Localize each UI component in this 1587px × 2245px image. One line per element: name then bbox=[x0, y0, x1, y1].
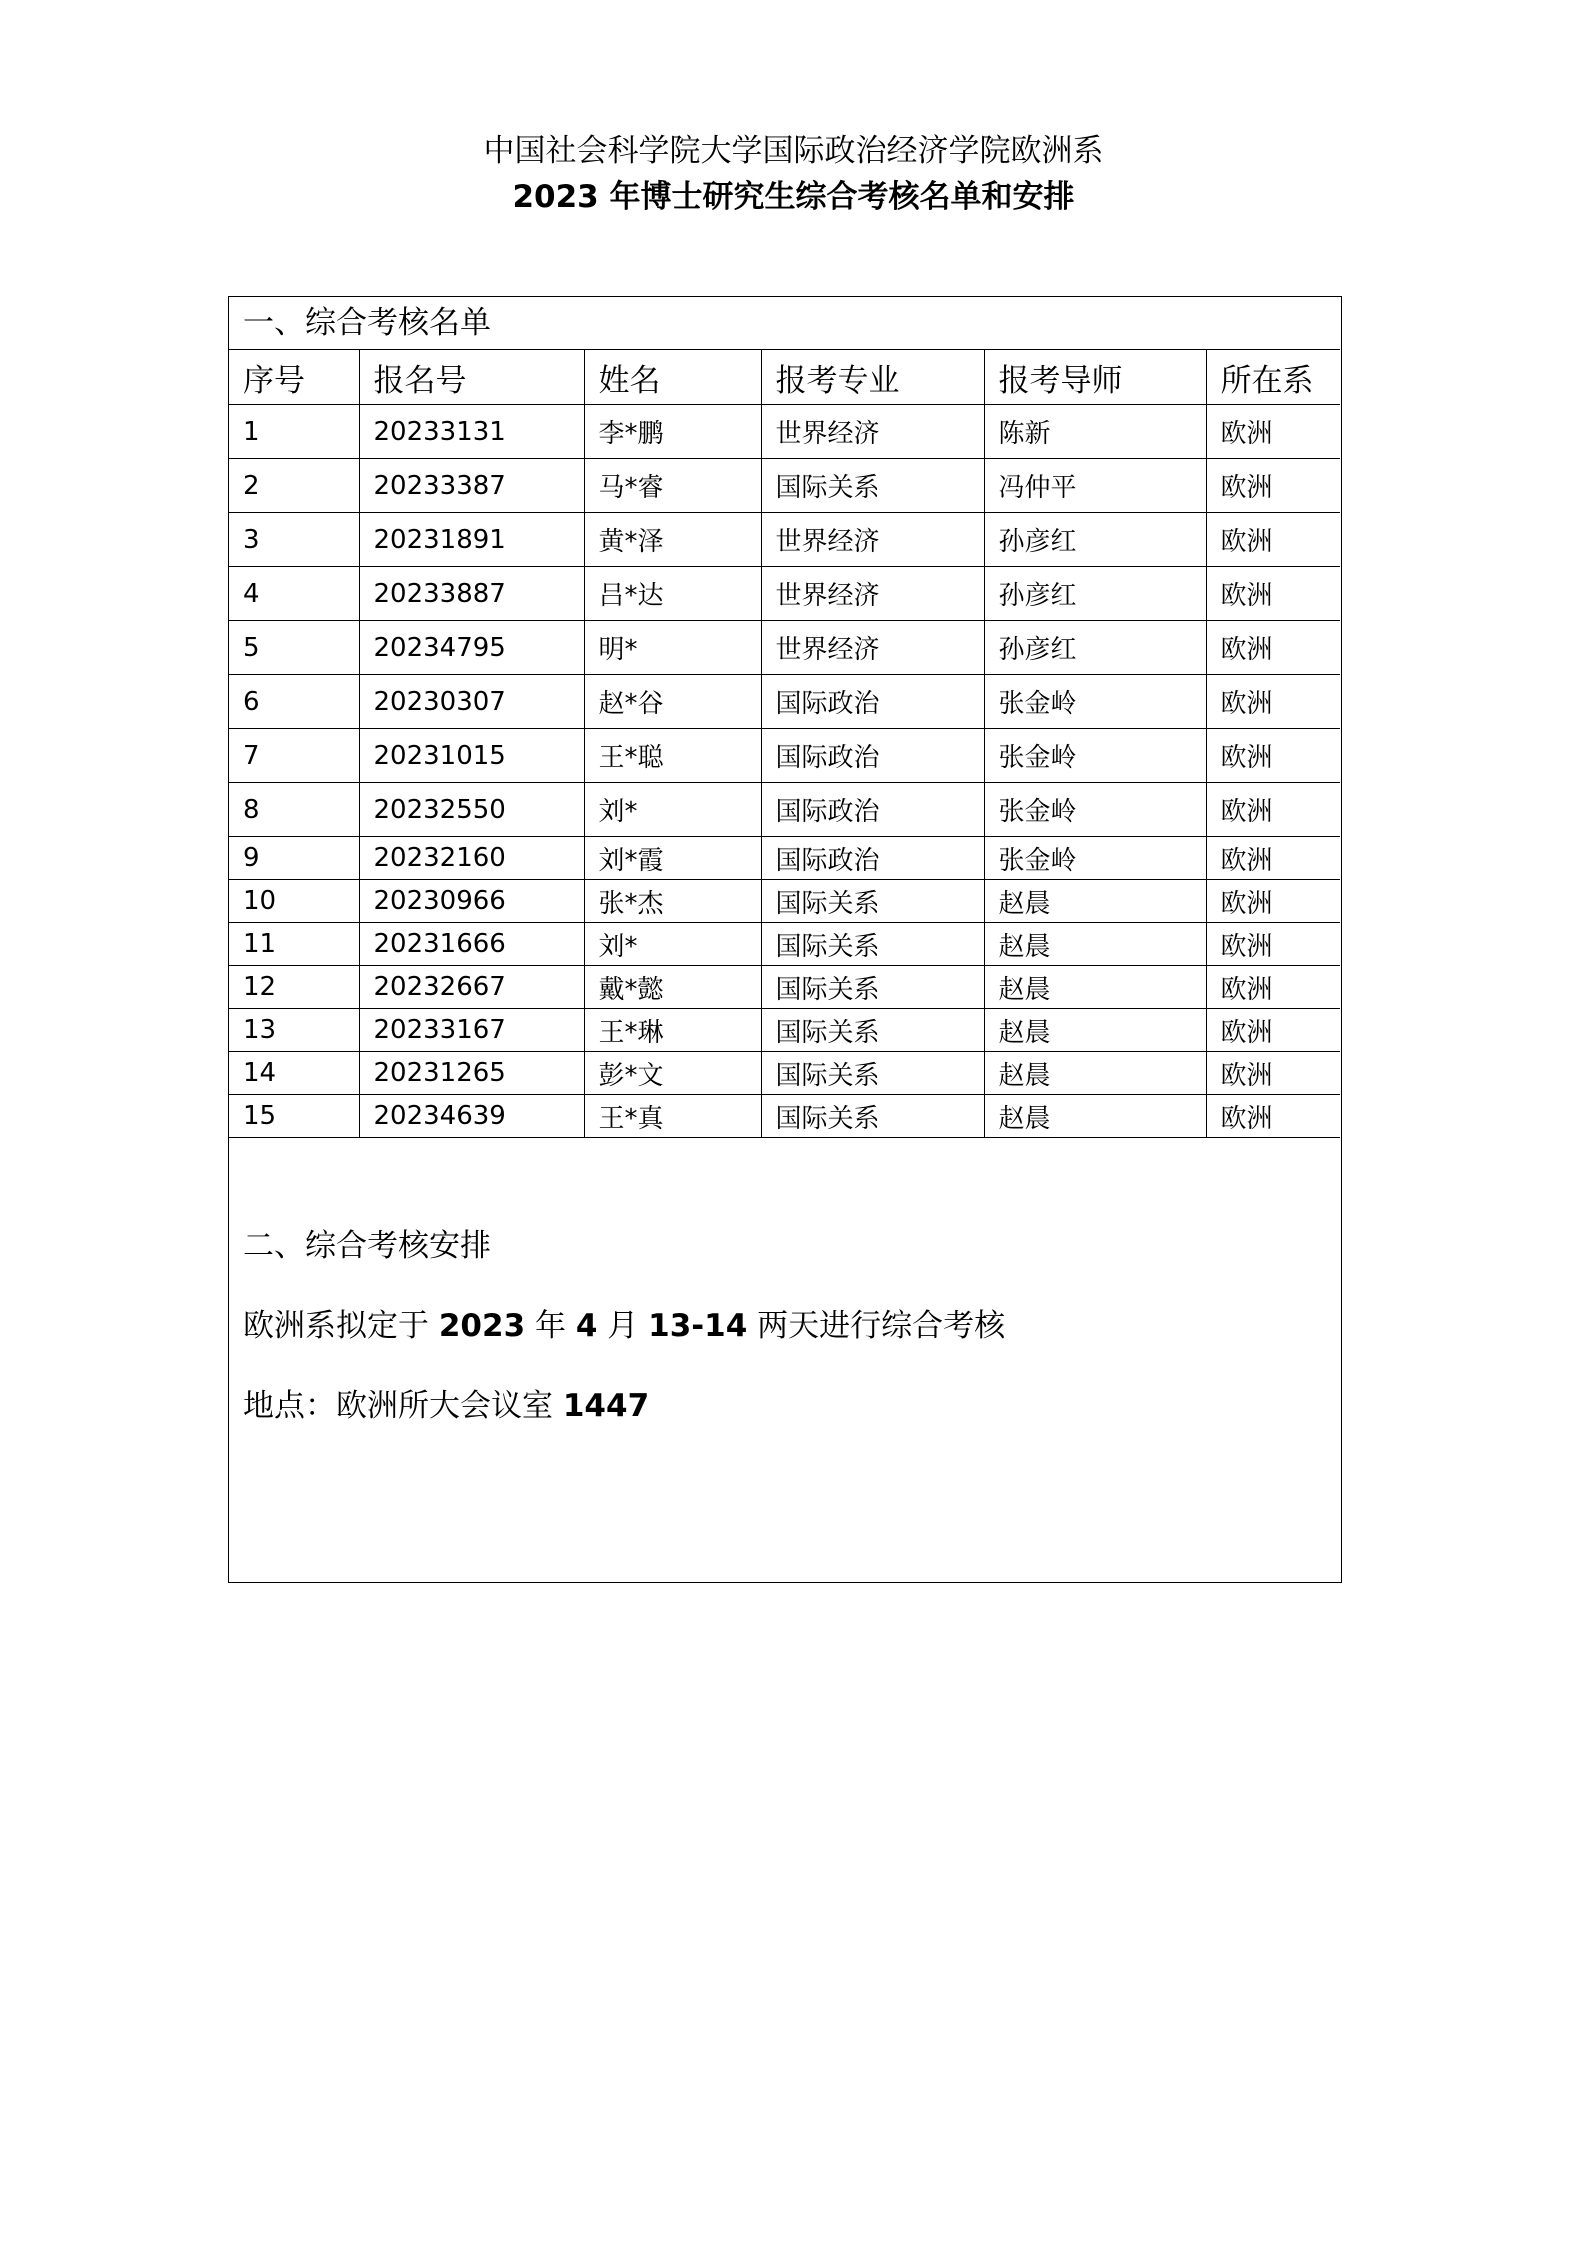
cell-reg: 20233387 bbox=[359, 459, 584, 513]
section1-heading: 一、综合考核名单 bbox=[243, 305, 491, 341]
cell-reg: 20232160 bbox=[359, 837, 584, 880]
cell-reg: 20233167 bbox=[359, 1009, 584, 1052]
cell-advisor: 孙彦红 bbox=[984, 621, 1206, 675]
cell-name: 王*真 bbox=[584, 1095, 761, 1138]
cell-reg: 20230966 bbox=[359, 880, 584, 923]
cell-dept: 欧洲 bbox=[1206, 923, 1340, 966]
document-title bbox=[0, 128, 1587, 220]
cell-name: 张*杰 bbox=[584, 880, 761, 923]
cell-name: 明* bbox=[584, 621, 761, 675]
column-header-no: 序号 bbox=[229, 350, 359, 405]
cell-major: 国际政治 bbox=[761, 837, 984, 880]
cell-reg: 20231265 bbox=[359, 1052, 584, 1095]
cell-no: 5 bbox=[229, 621, 359, 675]
cell-name: 刘* bbox=[584, 783, 761, 837]
table-row bbox=[229, 1009, 1340, 1052]
cell-no: 6 bbox=[229, 675, 359, 729]
cell-dept: 欧洲 bbox=[1206, 459, 1340, 513]
cell-name: 刘*霞 bbox=[584, 837, 761, 880]
cell-name: 黄*泽 bbox=[584, 513, 761, 567]
cell-dept: 欧洲 bbox=[1206, 405, 1340, 459]
table-row bbox=[229, 405, 1340, 459]
table-row bbox=[229, 966, 1340, 1009]
cell-advisor: 张金岭 bbox=[984, 675, 1206, 729]
table-row bbox=[229, 675, 1340, 729]
cell-major: 国际关系 bbox=[761, 923, 984, 966]
cell-no: 15 bbox=[229, 1095, 359, 1138]
cell-dept: 欧洲 bbox=[1206, 513, 1340, 567]
cell-major: 国际政治 bbox=[761, 729, 984, 783]
cell-name: 刘* bbox=[584, 923, 761, 966]
cell-major: 世界经济 bbox=[761, 621, 984, 675]
cell-reg: 20231015 bbox=[359, 729, 584, 783]
cell-dept: 欧洲 bbox=[1206, 1095, 1340, 1138]
section2-heading: 二、综合考核安排 bbox=[243, 1228, 491, 1264]
cell-dept: 欧洲 bbox=[1206, 1052, 1340, 1095]
schedule-suffix: 两天进行综合考核 bbox=[747, 1308, 1006, 1344]
schedule-prefix: 欧洲系拟定于 bbox=[243, 1308, 439, 1344]
table-row bbox=[229, 459, 1340, 513]
cell-major: 国际关系 bbox=[761, 1095, 984, 1138]
cell-dept: 欧洲 bbox=[1206, 837, 1340, 880]
cell-advisor: 孙彦红 bbox=[984, 567, 1206, 621]
table-row bbox=[229, 1095, 1340, 1138]
column-header-dept: 所在系 bbox=[1206, 350, 1340, 405]
cell-dept: 欧洲 bbox=[1206, 729, 1340, 783]
cell-reg: 20231891 bbox=[359, 513, 584, 567]
cell-no: 11 bbox=[229, 923, 359, 966]
cell-advisor: 陈新 bbox=[984, 405, 1206, 459]
exam-location-text bbox=[243, 1383, 1005, 1429]
cell-reg: 20233131 bbox=[359, 405, 584, 459]
cell-major: 国际关系 bbox=[761, 1052, 984, 1095]
schedule-year-unit: 年 bbox=[525, 1308, 576, 1344]
cell-major: 世界经济 bbox=[761, 567, 984, 621]
cell-advisor: 赵晨 bbox=[984, 1095, 1206, 1138]
schedule-year: 2023 bbox=[438, 1308, 526, 1344]
cell-advisor: 赵晨 bbox=[984, 880, 1206, 923]
location-label: 地点：欧洲所大会议室 bbox=[243, 1388, 563, 1424]
column-header-name: 姓名 bbox=[584, 350, 761, 405]
schedule-days: 13-14 bbox=[648, 1308, 748, 1344]
cell-major: 世界经济 bbox=[761, 405, 984, 459]
exam-schedule-text bbox=[243, 1303, 1005, 1349]
cell-no: 12 bbox=[229, 966, 359, 1009]
cell-dept: 欧洲 bbox=[1206, 1009, 1340, 1052]
cell-advisor: 赵晨 bbox=[984, 923, 1206, 966]
cell-no: 13 bbox=[229, 1009, 359, 1052]
cell-no: 7 bbox=[229, 729, 359, 783]
table-header-row bbox=[229, 350, 1340, 405]
cell-advisor: 张金岭 bbox=[984, 837, 1206, 880]
cell-name: 赵*谷 bbox=[584, 675, 761, 729]
cell-dept: 欧洲 bbox=[1206, 675, 1340, 729]
cell-reg: 20231666 bbox=[359, 923, 584, 966]
cell-reg: 20234795 bbox=[359, 621, 584, 675]
cell-dept: 欧洲 bbox=[1206, 783, 1340, 837]
cell-advisor: 张金岭 bbox=[984, 783, 1206, 837]
cell-name: 王*聪 bbox=[584, 729, 761, 783]
cell-name: 王*琳 bbox=[584, 1009, 761, 1052]
cell-major: 国际政治 bbox=[761, 783, 984, 837]
cell-no: 1 bbox=[229, 405, 359, 459]
table-row bbox=[229, 880, 1340, 923]
table-row bbox=[229, 783, 1340, 837]
cell-dept: 欧洲 bbox=[1206, 567, 1340, 621]
cell-major: 国际关系 bbox=[761, 1009, 984, 1052]
section2-arrangement bbox=[243, 1223, 1005, 1429]
column-header-advisor: 报考导师 bbox=[984, 350, 1206, 405]
cell-reg: 20233887 bbox=[359, 567, 584, 621]
cell-no: 2 bbox=[229, 459, 359, 513]
cell-name: 戴*懿 bbox=[584, 966, 761, 1009]
cell-dept: 欧洲 bbox=[1206, 966, 1340, 1009]
cell-advisor: 冯仲平 bbox=[984, 459, 1206, 513]
table-row bbox=[229, 923, 1340, 966]
table-row bbox=[229, 837, 1340, 880]
content-frame bbox=[228, 296, 1342, 1583]
table-row bbox=[229, 1052, 1340, 1095]
cell-no: 14 bbox=[229, 1052, 359, 1095]
location-room: 1447 bbox=[562, 1388, 650, 1424]
cell-dept: 欧洲 bbox=[1206, 621, 1340, 675]
cell-name: 马*睿 bbox=[584, 459, 761, 513]
cell-name: 吕*达 bbox=[584, 567, 761, 621]
cell-no: 10 bbox=[229, 880, 359, 923]
cell-dept: 欧洲 bbox=[1206, 880, 1340, 923]
cell-major: 世界经济 bbox=[761, 513, 984, 567]
cell-advisor: 赵晨 bbox=[984, 1009, 1206, 1052]
cell-advisor: 赵晨 bbox=[984, 966, 1206, 1009]
column-header-major: 报考专业 bbox=[761, 350, 984, 405]
cell-no: 3 bbox=[229, 513, 359, 567]
cell-reg: 20234639 bbox=[359, 1095, 584, 1138]
candidate-table bbox=[229, 349, 1340, 1138]
cell-no: 9 bbox=[229, 837, 359, 880]
cell-name: 彭*文 bbox=[584, 1052, 761, 1095]
table-row bbox=[229, 567, 1340, 621]
cell-advisor: 孙彦红 bbox=[984, 513, 1206, 567]
cell-advisor: 张金岭 bbox=[984, 729, 1206, 783]
cell-advisor: 赵晨 bbox=[984, 1052, 1206, 1095]
schedule-month: 4 bbox=[575, 1308, 598, 1344]
column-header-reg: 报名号 bbox=[359, 350, 584, 405]
schedule-month-unit: 月 bbox=[597, 1308, 649, 1344]
cell-major: 国际关系 bbox=[761, 966, 984, 1009]
cell-reg: 20230307 bbox=[359, 675, 584, 729]
title-line-subject: 2023 年博士研究生综合考核名单和安排 bbox=[512, 179, 1075, 215]
cell-major: 国际政治 bbox=[761, 675, 984, 729]
cell-major: 国际关系 bbox=[761, 880, 984, 923]
table-row bbox=[229, 729, 1340, 783]
cell-no: 4 bbox=[229, 567, 359, 621]
cell-major: 国际关系 bbox=[761, 459, 984, 513]
cell-reg: 20232667 bbox=[359, 966, 584, 1009]
cell-reg: 20232550 bbox=[359, 783, 584, 837]
table-row bbox=[229, 621, 1340, 675]
cell-name: 李*鹏 bbox=[584, 405, 761, 459]
table-row bbox=[229, 513, 1340, 567]
cell-no: 8 bbox=[229, 783, 359, 837]
title-line-institution: 中国社会科学院大学国际政治经济学院欧洲系 bbox=[483, 133, 1104, 169]
